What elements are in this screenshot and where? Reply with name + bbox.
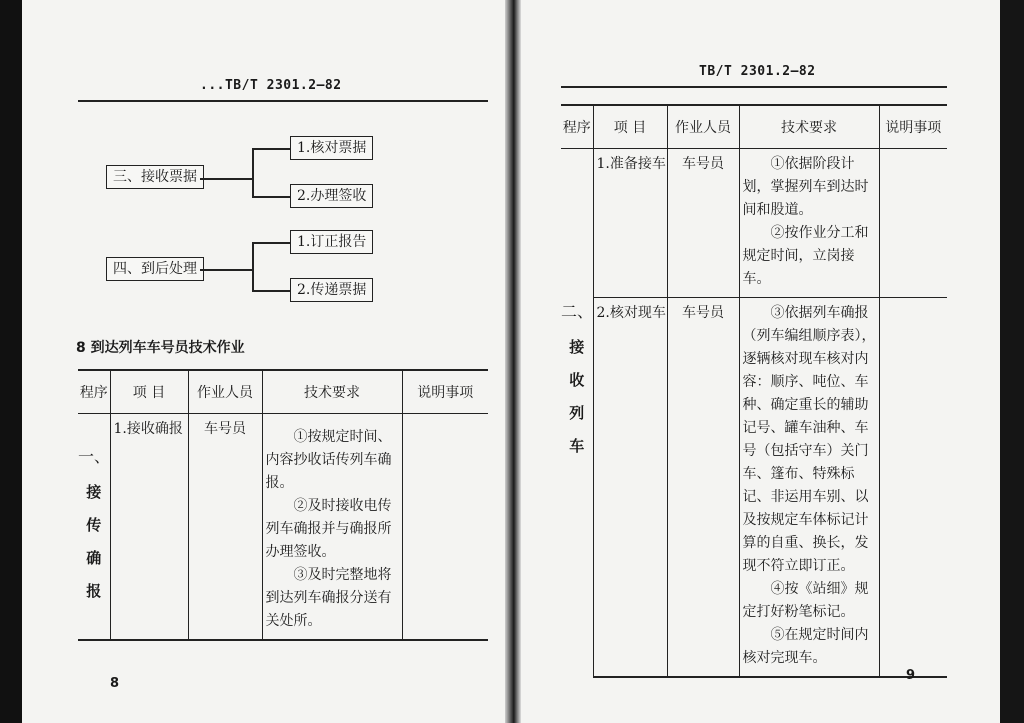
item-cell: 2.核对现车 xyxy=(593,298,667,678)
stage-char: 接 xyxy=(569,338,585,356)
item-cell: 1.接收确报 xyxy=(110,414,188,641)
header-cell: 项 目 xyxy=(593,105,667,149)
running-head: ...TB/T 2301.2—82 xyxy=(200,78,342,93)
diagram-sub-box: 1.核对票据 xyxy=(290,136,373,160)
stage-cell xyxy=(78,414,110,641)
header-cell: 程序 xyxy=(78,370,110,414)
connector xyxy=(200,178,252,180)
section-title: 8 到达列车车号员技术作业 xyxy=(76,340,245,356)
page-number: 9 xyxy=(906,668,916,683)
connector xyxy=(252,196,290,198)
header-cell: 作业人员 xyxy=(188,370,262,414)
diagram-main-box-2: 四、到后处理 xyxy=(106,257,204,281)
book-edge-left xyxy=(0,0,22,723)
diagram-sub-box: 2.传递票据 xyxy=(290,278,373,302)
staff-cell: 车号员 xyxy=(667,149,739,298)
connector xyxy=(252,148,254,196)
connector xyxy=(252,148,290,150)
header-rule xyxy=(78,100,488,102)
requirement-cell xyxy=(739,298,879,678)
notes-cell xyxy=(879,298,947,678)
stage-char: 报 xyxy=(86,582,102,600)
header-cell: 说明事项 xyxy=(879,105,947,149)
connector xyxy=(252,242,254,290)
stage-number: 一、 xyxy=(78,447,111,466)
requirement-text: ③及时完整地将到达列车确报分送有关处所。 xyxy=(265,567,392,629)
stage-char: 传 xyxy=(86,516,102,534)
running-head: TB/T 2301.2—82 xyxy=(699,64,816,79)
diagram-main-box-1: 三、接收票据 xyxy=(106,165,204,189)
stage-char: 确 xyxy=(86,549,102,567)
item-cell: 1.准备接车 xyxy=(593,149,667,298)
connector xyxy=(200,269,252,271)
staff-cell: 车号员 xyxy=(667,298,739,678)
header-cell: 技术要求 xyxy=(262,370,402,414)
book-gutter xyxy=(505,0,521,723)
left-table xyxy=(78,369,488,641)
table-row xyxy=(78,414,488,641)
header-cell: 作业人员 xyxy=(667,105,739,149)
right-table xyxy=(561,104,947,678)
requirement-text: ⑤在规定时间内核对完现车。 xyxy=(742,627,869,666)
staff-cell: 车号员 xyxy=(188,414,262,641)
book-edge-right xyxy=(1000,0,1024,723)
diagram-sub-box: 1.订正报告 xyxy=(290,230,373,254)
header-cell: 技术要求 xyxy=(739,105,879,149)
requirement-cell xyxy=(739,149,879,298)
table-header-row xyxy=(561,105,947,149)
header-cell: 程序 xyxy=(561,105,593,149)
table-row xyxy=(561,149,947,298)
stage-cell xyxy=(561,149,593,678)
notes-cell xyxy=(402,414,488,641)
header-cell: 说明事项 xyxy=(402,370,488,414)
right-page xyxy=(521,0,1000,723)
stage-number: 二、 xyxy=(561,302,594,321)
notes-cell xyxy=(879,149,947,298)
header-cell: 项 目 xyxy=(110,370,188,414)
requirement-text: ②及时接收电传列车确报并与确报所办理签收。 xyxy=(265,498,392,560)
connector xyxy=(252,290,290,292)
table-header-row xyxy=(78,370,488,414)
left-page xyxy=(22,0,505,723)
stage-char: 列 xyxy=(569,404,585,422)
requirement-text: ①依据阶段计划，掌握列车到达时间和股道。 xyxy=(742,156,869,218)
requirement-text: ①按规定时间、内容抄收话传列车确报。 xyxy=(265,429,392,491)
requirement-text: ③依据列车确报（列车编组顺序表），逐辆核对现车核对内容：顺序、吨位、车种、确定重长的辅助记号、罐车油种、车号（包括守车）关门车、篷布、特殊标记、非运用车别、以及按规定车体标记计算的自重、换长，发现不符立即订正。 xyxy=(742,305,876,574)
page-number: 8 xyxy=(110,676,120,691)
connector xyxy=(252,242,290,244)
requirement-cell xyxy=(262,414,402,641)
header-rule xyxy=(561,86,947,88)
stage-char: 收 xyxy=(569,371,585,389)
table-row xyxy=(561,298,947,678)
requirement-text: ④按《站细》规定打好粉笔标记。 xyxy=(742,581,869,620)
diagram-sub-box: 2.办理签收 xyxy=(290,184,373,208)
stage-char: 接 xyxy=(86,483,102,501)
stage-char: 车 xyxy=(569,437,585,455)
requirement-text: ②按作业分工和规定时间，立岗接车。 xyxy=(742,225,869,287)
